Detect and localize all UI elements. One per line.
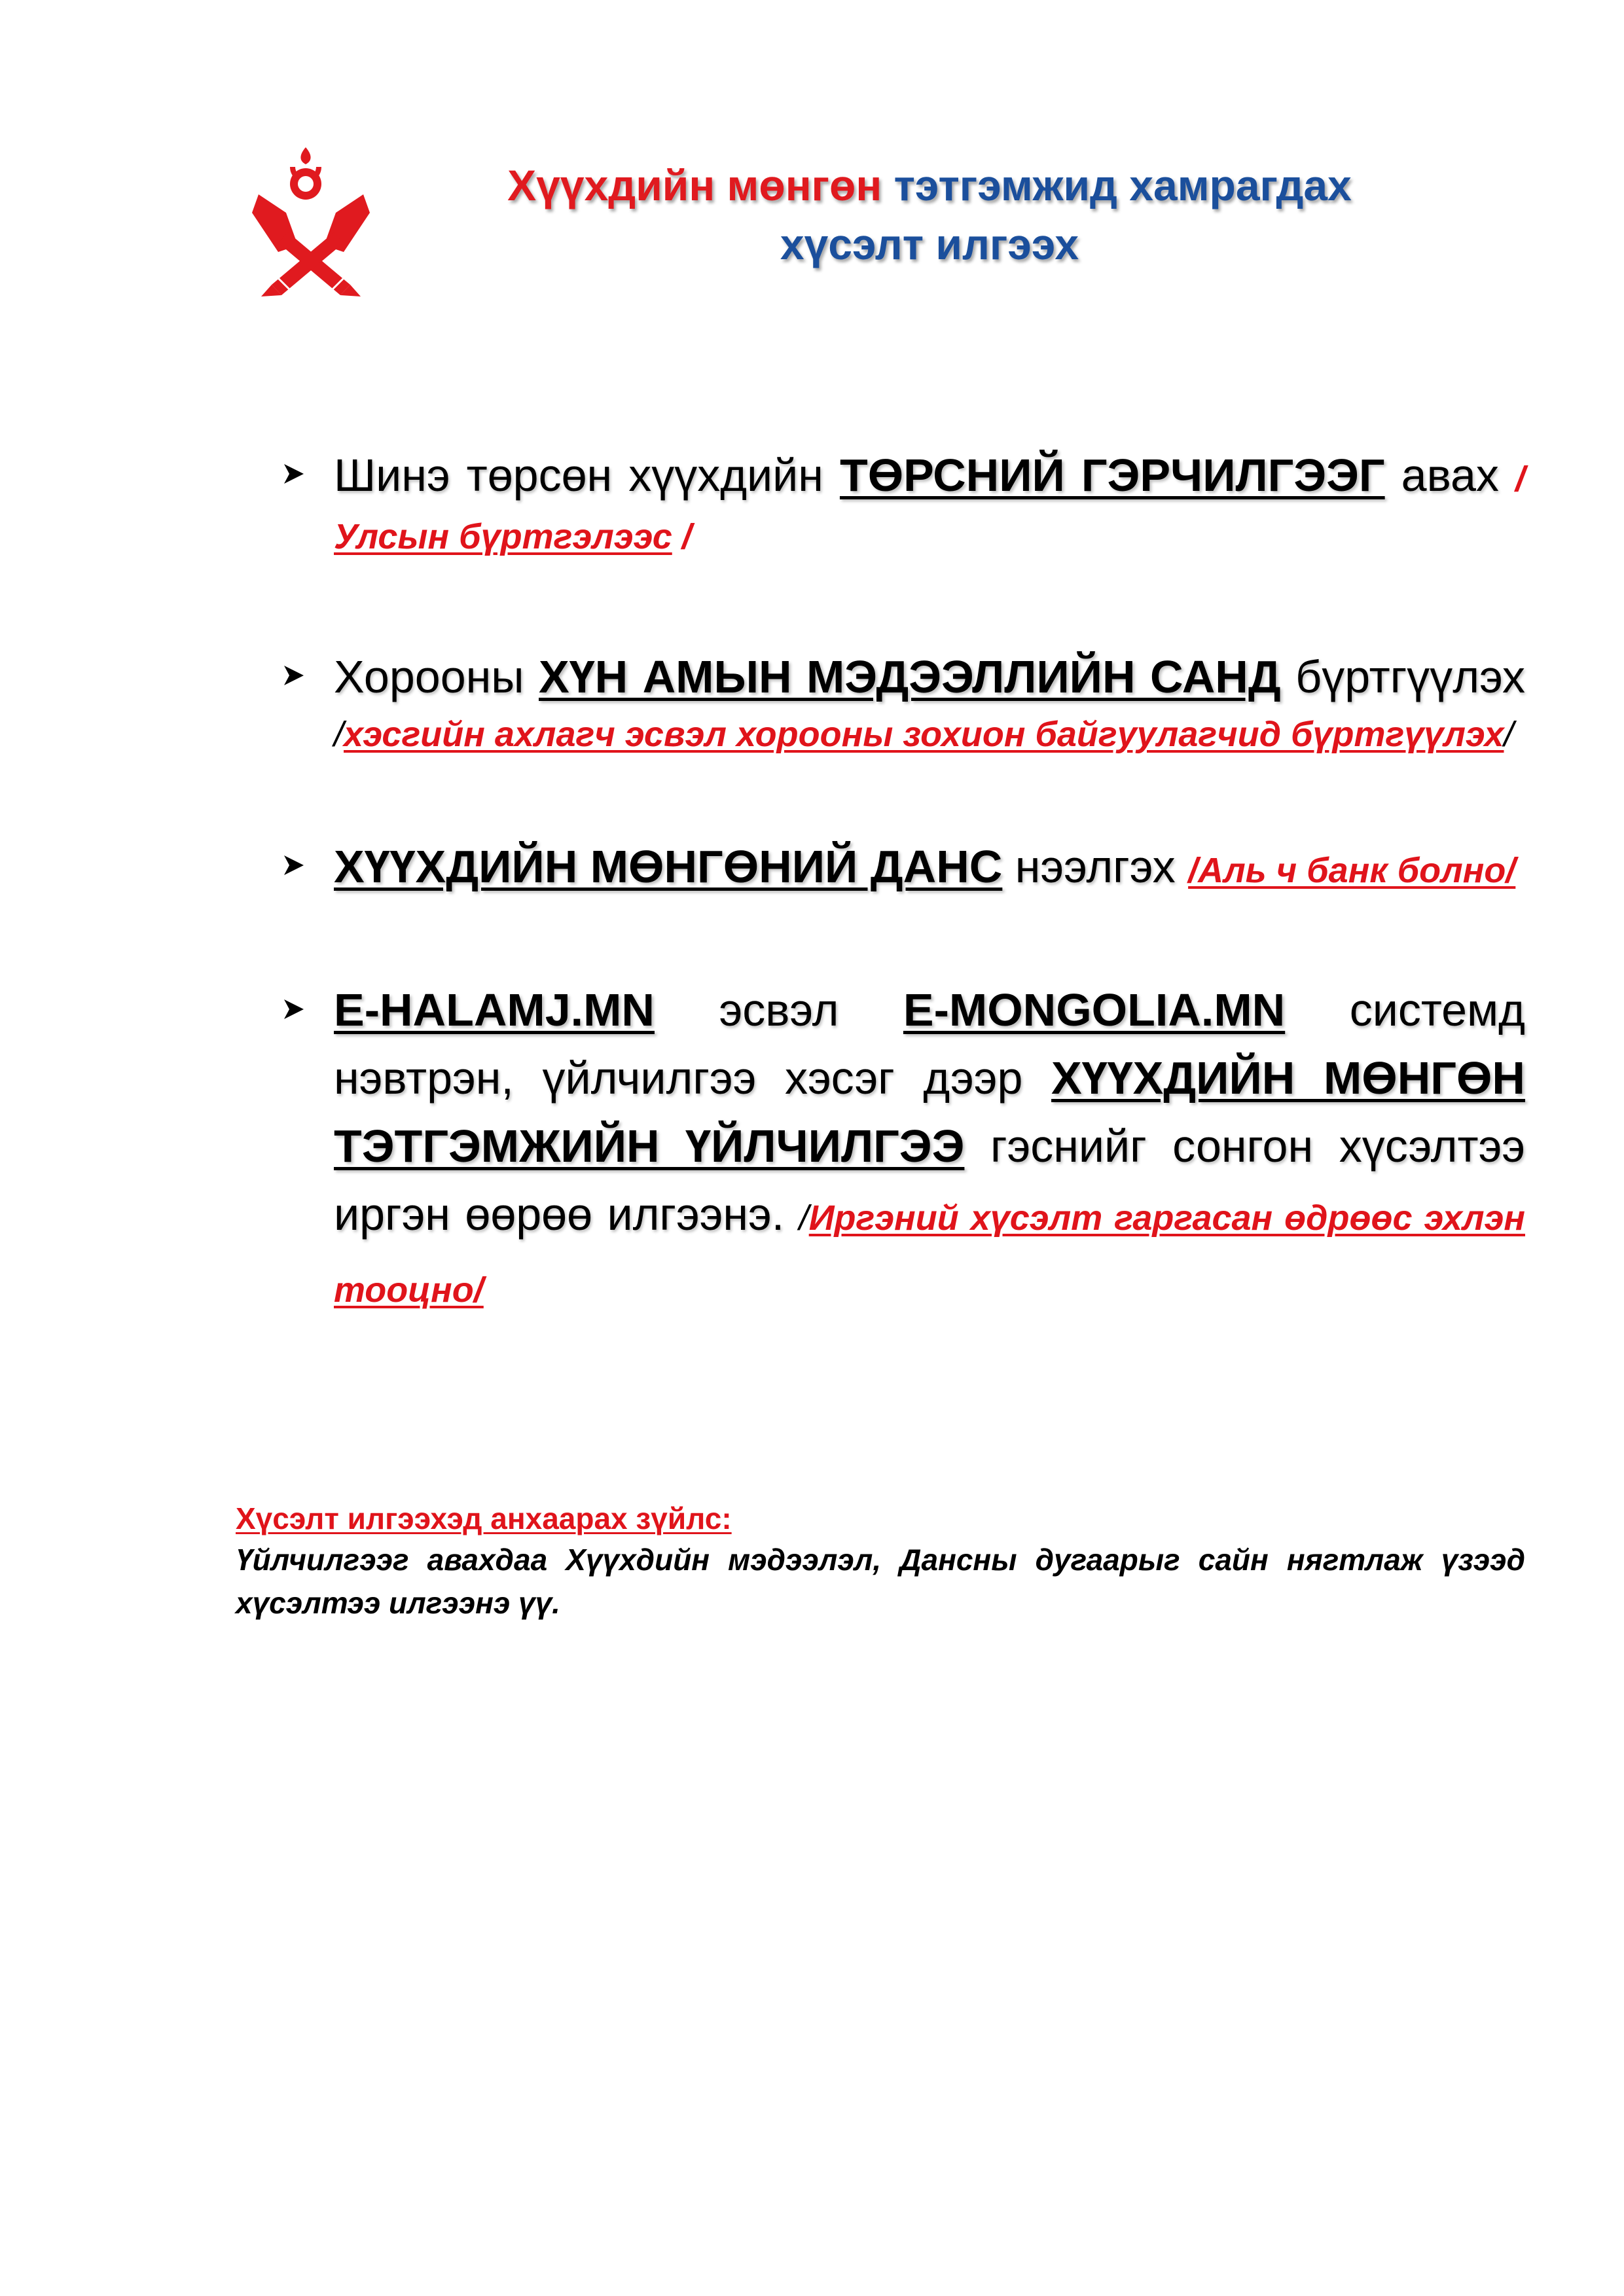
step-1-note-close: /	[672, 517, 692, 556]
title-line-2: хүсэлт илгээх	[780, 220, 1079, 268]
step-2-keyword: ХҮН АМЫН МЭДЭЭЛЛИЙН САНД	[539, 651, 1281, 702]
step-2-text-part: Хорооны	[334, 651, 539, 702]
step-2-note: хэсгийн ахлагч эсвэл хорооны зохион байгуулагчид бүртгүүлэх	[344, 715, 1504, 754]
step-4-note-open: /	[799, 1198, 809, 1238]
step-3	[281, 840, 1525, 897]
step-1-text	[334, 448, 1525, 564]
step-4-text-part: гэснийг сонгон хүсэлтээ иргэн өөрөө илгээнэ.	[334, 1121, 1526, 1240]
step-4-keyword-emongolia: E-MONGOLIA.MN	[903, 984, 1286, 1035]
step-4-note: Иргэний хүсэлт гаргасан өдрөөс эхлэн тооцно/	[334, 1198, 1525, 1310]
step-2-text	[334, 650, 1525, 761]
step-2	[281, 650, 1525, 761]
step-3-text-part: нээлгэх	[1002, 841, 1189, 892]
arrow-bullet-icon	[281, 663, 306, 688]
attention-title: Хүсэлт илгээхэд анхаарах зүйлс:	[236, 1501, 732, 1535]
step-3-note: /Аль ч банк болно/	[1188, 851, 1516, 890]
step-2-note-open: /	[334, 715, 344, 754]
steps-list	[281, 448, 1525, 1403]
title-red-part: Хүүхдийн мөнгөн	[507, 161, 882, 209]
step-1-note: Улсын бүртгэлээс	[334, 517, 672, 556]
step-4	[281, 976, 1525, 1324]
step-4-keyword-halamj: E-HALAMJ.MN	[334, 984, 655, 1035]
step-2-note-close: /	[1504, 715, 1514, 754]
page-title	[419, 156, 1440, 274]
step-4-text-part: эсвэл	[654, 984, 903, 1035]
arrow-bullet-icon	[281, 461, 306, 486]
attention-body: Үйлчилгээг авахдаа Хүүхдийн мэдээлэл, Дансны дугаарыг сайн нягтлаж үзээд хүсэлтээ илгээнэ үү.	[236, 1543, 1525, 1620]
step-2-text-part: бүртгүүлэх	[1280, 651, 1525, 702]
step-3-keyword: ХҮҮХДИЙН МӨНГӨНИЙ ДАНС	[334, 841, 1003, 892]
step-1	[281, 448, 1525, 564]
step-4-keyword-service: ХҮҮХДИЙН МӨНГӨН ТЭТГЭМЖИЙН ҮЙЛЧИЛГЭЭ	[334, 1052, 1525, 1172]
step-4-text	[334, 976, 1525, 1324]
step-1-text-part: авах	[1384, 450, 1515, 501]
arrow-bullet-icon	[281, 853, 306, 878]
soyombo-logo-icon	[252, 147, 370, 298]
step-4-text-part: системд нэвтрэн, үйлчилгээ хэсэг дээр	[334, 984, 1525, 1103]
step-1-note-open: /	[1515, 459, 1525, 499]
attention-section	[236, 1499, 1525, 1624]
step-3-text	[334, 840, 1525, 897]
arrow-bullet-icon	[281, 997, 306, 1022]
title-blue-part: тэтгэмжид хамрагдах	[882, 161, 1352, 209]
step-1-keyword: ТӨРСНИЙ ГЭРЧИЛГЭЭГ	[839, 450, 1385, 501]
step-1-text-part: Шинэ төрсөн хүүхдийн	[334, 450, 840, 501]
